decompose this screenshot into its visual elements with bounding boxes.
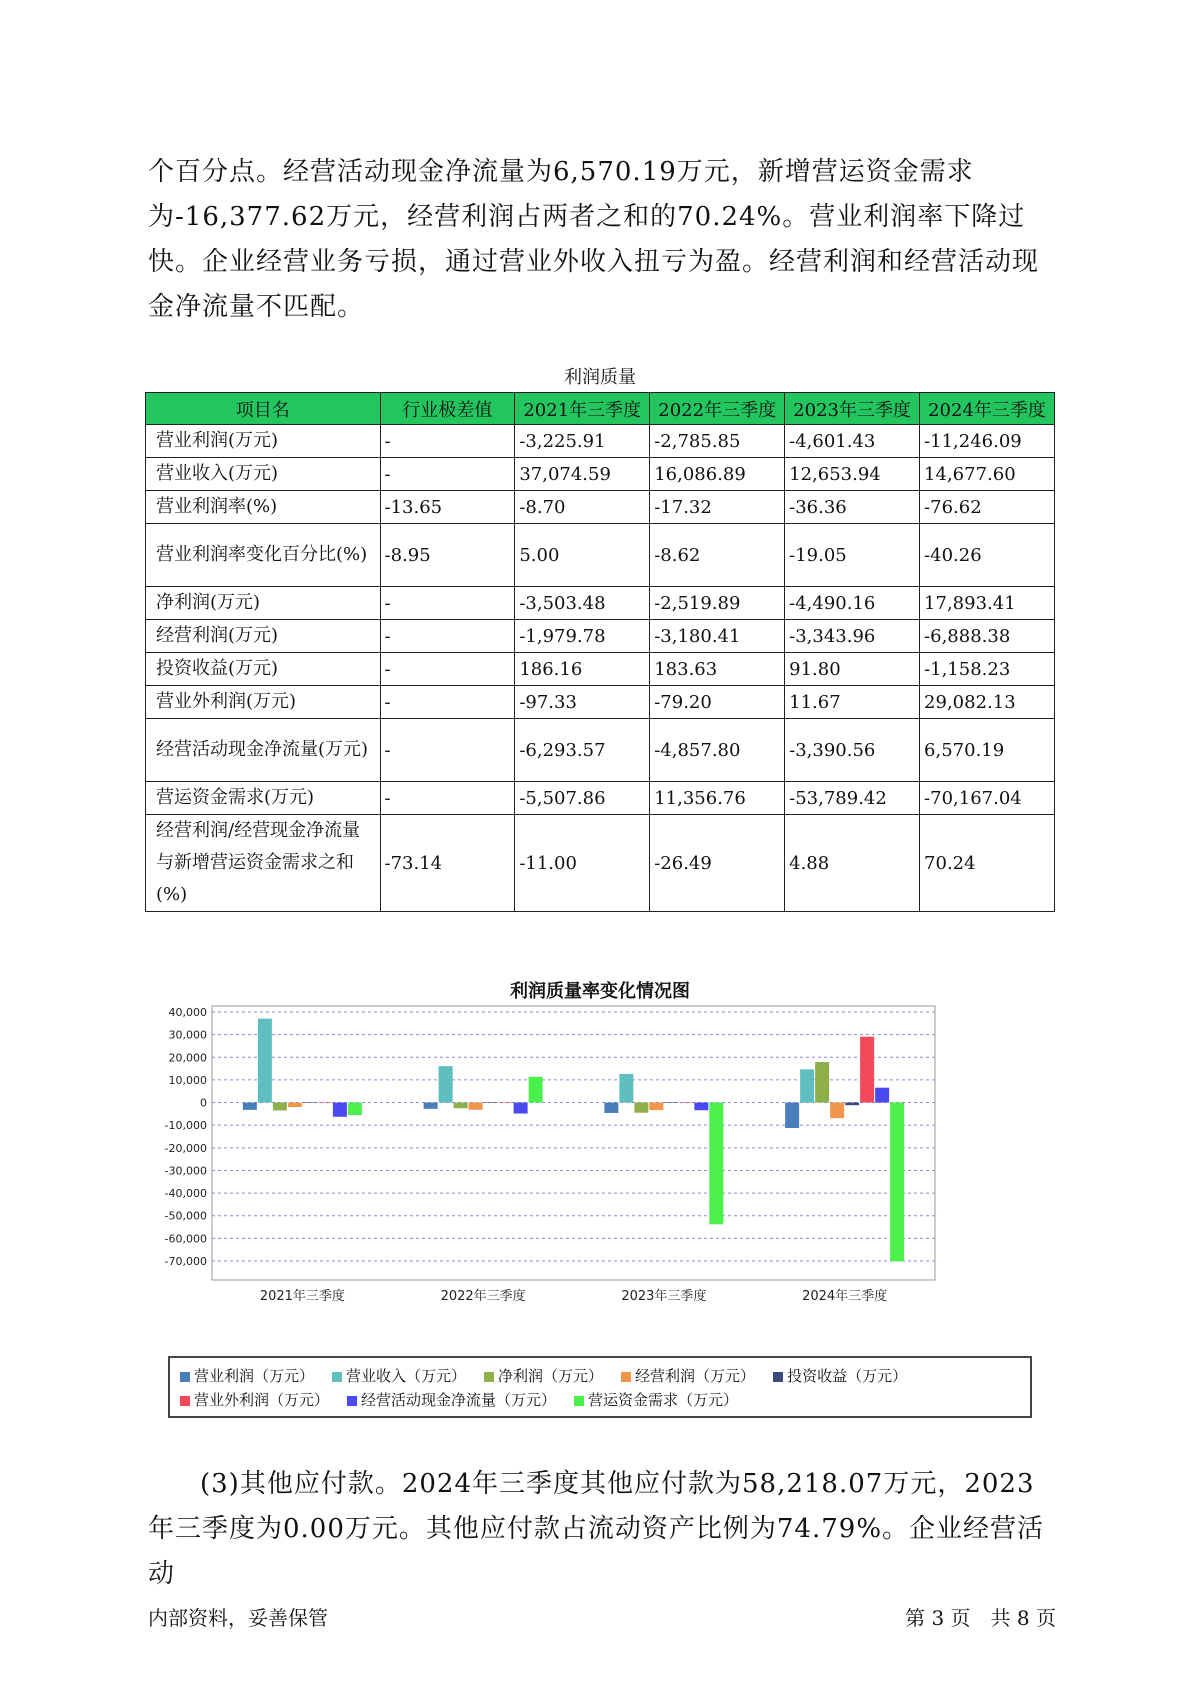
chart-bar [424,1103,438,1109]
col-header: 项目名 [146,393,381,425]
table-cell: -19.05 [785,524,920,587]
chart-bar [694,1103,708,1111]
col-header: 2022年三季度 [650,393,785,425]
table-cell: - [380,719,515,782]
legend-label: 净利润（万元） [498,1367,604,1385]
legend-item [347,1388,556,1412]
table-row [146,815,1055,912]
y-tick-label: -60,000 [165,1232,207,1246]
col-header: 2021年三季度 [515,393,650,425]
table-cell: -2,519.89 [650,587,785,620]
row-label: 营业利润(万元) [146,425,381,458]
chart-bar [634,1103,648,1113]
chart-bar [318,1103,332,1104]
table-cell: -76.62 [920,491,1055,524]
paragraph-top: 个百分点。经营活动现金净流量为6,570.19万元，新增营运资金需求为-16,377.62万元，经营利润占两者之和的70.24%。营业利润率下降过快。企业经营业务亏损，通过营业外收入扭亏为盈。经营利润和经营活动现金净流量不匹配。 [148,157,1040,322]
table-cell: -8.70 [515,491,650,524]
chart-bar [709,1103,723,1225]
chart-legend [168,1356,1032,1418]
table-row [146,620,1055,653]
x-tick-label: 2023年三季度 [621,1289,707,1304]
table-cell: 186.16 [515,653,650,686]
profit-quality-table [145,392,1055,912]
table-cell: -11.00 [515,815,650,912]
table-cell: 4.88 [785,815,920,912]
chart-bar [830,1103,844,1119]
table-caption: 利润质量 [564,367,636,388]
chart-bar [514,1103,528,1114]
table-cell: -53,789.42 [785,782,920,815]
y-tick-label: -10,000 [165,1119,207,1133]
plot-frame [212,1006,935,1280]
table-cell: -1,979.78 [515,620,650,653]
table-row [146,425,1055,458]
legend-label: 营业利润（万元） [194,1367,315,1385]
legend-swatch [180,1372,190,1382]
table-cell: - [380,620,515,653]
row-label: 经营活动现金净流量(万元) [146,719,381,782]
table-cell: 11,356.76 [650,782,785,815]
table-cell: - [380,686,515,719]
table-cell: 11.67 [785,686,920,719]
chart-bar [890,1103,904,1262]
table-cell: - [380,425,515,458]
y-tick-label: 30,000 [168,1028,207,1042]
legend-swatch [773,1372,783,1382]
row-label: 营业收入(万元) [146,458,381,491]
chart-bar [484,1102,498,1103]
table-cell: -4,490.16 [785,587,920,620]
y-tick-label: -30,000 [165,1164,207,1178]
legend-swatch [621,1372,631,1382]
table-cell: -17.32 [650,491,785,524]
table-row [146,782,1055,815]
table-cell: 6,570.19 [920,719,1055,782]
y-tick-label: -20,000 [165,1141,207,1155]
chart-bar [258,1019,272,1103]
legend-label: 营业收入（万元） [346,1367,467,1385]
table-cell: -26.49 [650,815,785,912]
chart-bar [273,1103,287,1111]
chart-bar [664,1102,678,1103]
table-cell: -8.62 [650,524,785,587]
table-cell: -5,507.86 [515,782,650,815]
table-row [146,686,1055,719]
chart-title: 利润质量率变化情况图 [510,981,690,1002]
table-cell: -70,167.04 [920,782,1055,815]
chart-bar [469,1103,483,1110]
legend-label: 经营活动现金净流量（万元） [361,1391,557,1409]
table-cell: 12,653.94 [785,458,920,491]
table-cell: - [380,653,515,686]
chart-bar [348,1103,362,1115]
legend-swatch [347,1396,357,1406]
table-cell: -6,888.38 [920,620,1055,653]
table-cell: 5.00 [515,524,650,587]
y-tick-label: -70,000 [165,1255,207,1268]
chart-bar [529,1077,543,1103]
x-tick-label: 2022年三季度 [440,1289,526,1304]
legend-item [180,1388,329,1412]
table-cell: -36.36 [785,491,920,524]
table-cell: 183.63 [650,653,785,686]
row-label: 营运资金需求(万元) [146,782,381,815]
table-cell: -97.33 [515,686,650,719]
row-label: 营业利润率(%) [146,491,381,524]
table-cell: 14,677.60 [920,458,1055,491]
table-cell: -3,503.48 [515,587,650,620]
x-tick-label: 2021年三季度 [259,1289,345,1304]
table-cell: -4,601.43 [785,425,920,458]
table-header-row [146,393,1055,425]
table-cell: 70.24 [920,815,1055,912]
footer-page-number: 第 3 页 共 8 页 [905,1606,1056,1630]
chart-svg [165,975,1035,1355]
table-cell: -3,343.96 [785,620,920,653]
chart-bar [785,1103,799,1128]
table-row [146,491,1055,524]
chart-bar [243,1103,257,1110]
legend-label: 经营利润（万元） [635,1367,756,1385]
chart-bar [333,1103,347,1117]
y-tick-label: -50,000 [165,1209,207,1223]
legend-item [574,1388,738,1412]
col-header: 2024年三季度 [920,393,1055,425]
y-tick-label: 0 [200,1096,207,1110]
table-cell: 29,082.13 [920,686,1055,719]
table-cell: -4,857.80 [650,719,785,782]
y-tick-label: 40,000 [168,1006,207,1019]
legend-swatch [332,1372,342,1382]
table-cell: 17,893.41 [920,587,1055,620]
table-cell: -3,390.56 [785,719,920,782]
table-cell: -13.65 [380,491,515,524]
legend-item [484,1364,603,1388]
chart-bar [800,1069,814,1102]
legend-item [180,1364,314,1388]
table-row [146,587,1055,620]
legend-label: 营业外利润（万元） [194,1391,330,1409]
table-cell: - [380,587,515,620]
legend-item [332,1364,466,1388]
chart-bar [303,1102,317,1103]
footer-confidential: 内部资料，妥善保管 [148,1606,328,1630]
chart-bar [499,1103,513,1104]
chart-bar [454,1103,468,1109]
table-cell: - [380,458,515,491]
col-header: 2023年三季度 [785,393,920,425]
table-cell: -1,158.23 [920,653,1055,686]
legend-swatch [574,1396,584,1406]
chart-bar [875,1088,889,1103]
legend-swatch [484,1372,494,1382]
legend-label: 营运资金需求（万元） [588,1391,739,1409]
chart-bar [860,1037,874,1103]
table-row [146,458,1055,491]
row-label: 经营利润/经营现金净流量与新增营运资金需求之和(%) [146,815,381,912]
chart-bar [288,1103,302,1107]
chart-bar [649,1103,663,1111]
paragraph-bottom: (3)其他应付款。2024年三季度其他应付款为58,218.07万元，2023年三季度为0.00万元。其他应付款占流动资产比例为74.79%。企业经营活动 [148,1469,1045,1589]
row-label: 营业利润率变化百分比(%) [146,524,381,587]
table-row [146,719,1055,782]
col-header: 行业极差值 [380,393,515,425]
table-cell: -11,246.09 [920,425,1055,458]
y-tick-label: -40,000 [165,1187,207,1201]
table-cell: 91.80 [785,653,920,686]
table-cell: -3,225.91 [515,425,650,458]
table-cell: -3,180.41 [650,620,785,653]
table-cell: - [380,782,515,815]
chart-bar [679,1103,693,1104]
table-row [146,524,1055,587]
table-cell: -6,293.57 [515,719,650,782]
legend-item [773,1364,907,1388]
chart-bar [845,1103,859,1106]
legend-label: 投资收益（万元） [787,1367,908,1385]
table-cell: -2,785.85 [650,425,785,458]
y-tick-label: 10,000 [168,1073,207,1087]
table-cell: -73.14 [380,815,515,912]
table-cell: -40.26 [920,524,1055,587]
row-label: 经营利润(万元) [146,620,381,653]
chart-bar [815,1062,829,1103]
x-tick-label: 2024年三季度 [802,1289,888,1304]
table-cell: -79.20 [650,686,785,719]
y-tick-label: 20,000 [168,1051,207,1065]
chart-bar [439,1066,453,1102]
table-cell: 37,074.59 [515,458,650,491]
table-cell: 16,086.89 [650,458,785,491]
legend-swatch [180,1396,190,1406]
table-row [146,653,1055,686]
row-label: 营业外利润(万元) [146,686,381,719]
row-label: 投资收益(万元) [146,653,381,686]
chart-bar [619,1074,633,1103]
table-cell: -8.95 [380,524,515,587]
row-label: 净利润(万元) [146,587,381,620]
chart-bar [604,1103,618,1113]
legend-item [621,1364,755,1388]
